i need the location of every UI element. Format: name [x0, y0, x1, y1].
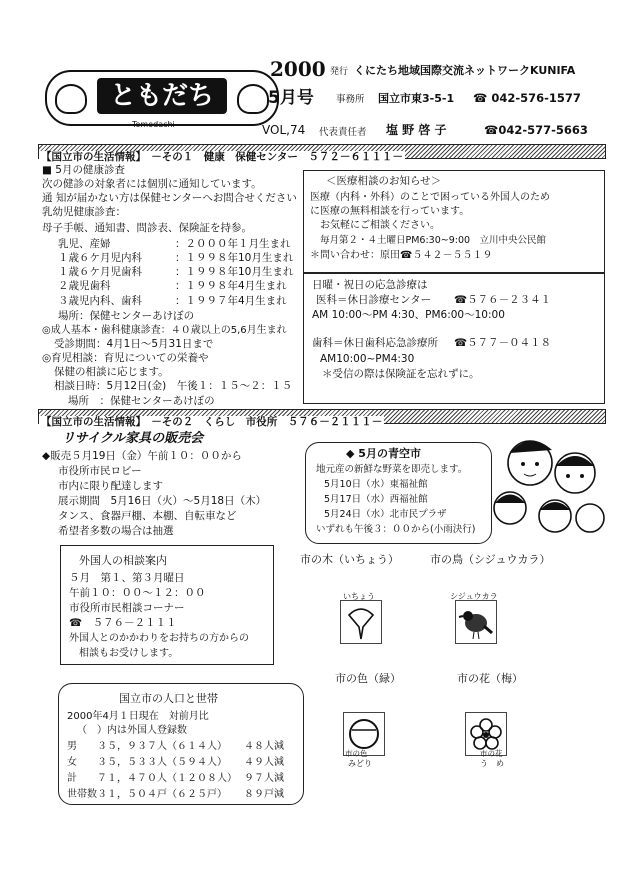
tree-label: 市の木（いちょう）	[300, 553, 399, 566]
market-line: 5月24日（水）北市民プラザ	[324, 509, 447, 520]
medical-notice-line: に医療の無料相談を行っています。	[310, 206, 470, 217]
emergency-title: 日曜・祝日の応急診療は	[312, 279, 428, 291]
checkup-date: ：１９９８年10月生まれ	[175, 266, 294, 278]
bird-icon	[455, 600, 497, 644]
population-as-of: 2000年4月１日現在 対前月比	[67, 711, 209, 722]
medical-notice-line: ＊問い合わせ：原田☎５４２－５５１９	[310, 250, 493, 261]
checkup-date: ：１９９７年4月生まれ	[175, 295, 287, 307]
health-line: 母子手帳、通知書、問診表、保険証を持参。	[42, 222, 252, 234]
emergency-tel-1: ☎５７６－２３４１	[454, 294, 552, 306]
checkup-date: ：２０００年１月生まれ	[175, 238, 291, 250]
emergency-hours-1: AM 10:00～PM 4:30、PM6:00～10:00	[312, 309, 505, 321]
emergency-clinic-2: 歯科＝休日歯科応急診療所	[312, 337, 438, 349]
population-note: （ ）内は外国人登録数	[77, 725, 187, 736]
market-line: 5月17日（水）西福祉館	[324, 494, 428, 505]
market-box	[305, 442, 492, 544]
pop-row-label: 計	[67, 773, 77, 784]
flower-label: 市の花（梅）	[457, 672, 523, 685]
pop-row-change: ８９戸減	[244, 789, 284, 800]
market-title: ◆ 5月の青空市	[346, 447, 421, 460]
medical-notice-title: ＜医療相談のお知らせ＞	[326, 175, 442, 187]
foreigner-line: ５月 第１、第３月曜日	[69, 572, 185, 584]
flower-caption-1: 市の花	[480, 749, 503, 758]
people-illustration	[490, 428, 610, 543]
population-title: 国立市の人口と世帯	[119, 692, 218, 705]
population-box	[58, 683, 304, 805]
checkup-date: ：１９９８年10月生まれ	[175, 252, 294, 264]
checkup-name: １歳６ケ月児歯科	[58, 266, 142, 278]
recycle-line: 展示期間 5月16日（火）～5月18日（木）	[58, 495, 267, 507]
emergency-clinic-1: 医科＝休日診療センター	[316, 294, 432, 306]
foreigner-consult-box	[60, 545, 274, 665]
market-line: いずれも午後３：００から(小雨決行)	[316, 524, 476, 535]
foreigner-line: 相談もお受けします。	[79, 648, 179, 659]
checkup-place: 場所：保健センターあけぼの	[58, 310, 195, 322]
color-caption-1: 市の色	[345, 749, 368, 758]
checkup-name: ３歳児内科、歯科	[58, 295, 142, 307]
child-consult-2: 保健の相談に応じます。	[54, 366, 169, 378]
checkup-name: ２歳児歯科	[58, 280, 111, 292]
pop-row-label: 女	[67, 757, 77, 768]
banner-health: 【国立市の生活情報】 －その１ 健康 保健センター ５７２－６１１１－	[38, 144, 606, 159]
child-place: 場所 ：保健センターあけぼの	[68, 395, 215, 407]
checkup-name: 乳児、産婦	[58, 238, 111, 250]
address: 国立市東3-5-1	[378, 92, 455, 105]
color-caption-2: みどり	[348, 759, 372, 768]
foreigner-line: ☎ ５７６－２１１１	[69, 617, 177, 629]
office-label: 事務所	[336, 94, 365, 105]
recycle-line: 市役所市民ロビー	[58, 465, 142, 477]
rep-label: 代表責任者	[319, 127, 367, 138]
medical-notice-box	[303, 170, 605, 274]
logo-text: ともだち	[97, 78, 227, 114]
flower-caption-2: う め	[480, 759, 504, 768]
emergency-tel-2: ☎５７７－０４１８	[454, 337, 552, 349]
foreigner-line: 外国人とのかかわりをお持ちの方からの	[69, 633, 249, 644]
foreigner-line: 午前１０：００～１２：００	[69, 587, 206, 599]
health-heading: ■ 5月の健康診査	[42, 164, 125, 176]
pop-row-label: 男	[67, 741, 77, 752]
month: 5月号	[268, 88, 314, 108]
market-line: 地元産の新鮮な野菜を即売します。	[316, 464, 468, 475]
rep-tel: ☎042-577-5663	[484, 123, 588, 137]
emergency-note: ＊受信の際は保険証を忘れずに。	[322, 368, 480, 380]
checkup-name: １歳６ケ月児内科	[58, 252, 142, 264]
bird-caption: シジュウカラ	[450, 592, 498, 601]
publisher: くにたち地域国際交流ネットワークKUNIFA	[354, 64, 576, 77]
pop-row-label: 世帯数	[67, 789, 97, 800]
office-tel: ☎ 042-576-1577	[473, 91, 581, 105]
emergency-hours-2: AM10:00~PM4:30	[320, 353, 415, 365]
checkup-date: ：１９９８年4月生まれ	[175, 280, 287, 292]
pop-row-value: ３５，９３７人（６１４人）	[97, 741, 227, 752]
volume: VOL,74	[262, 123, 306, 137]
bird-label: 市の鳥（シジュウカラ）	[430, 553, 551, 566]
publisher-label: 発行	[330, 67, 349, 77]
rep-name: 塩 野 啓 子	[386, 123, 447, 137]
health-line: 次の健診の対象者には個別に通知しています。	[42, 178, 262, 190]
child-date: 相談日時：5月12日(金) 午後１：１５～２：１５	[54, 380, 293, 392]
adult-period: 受診期間：4月1日～5月31日まで	[54, 338, 214, 350]
adult-checkup: ◎成人基本・歯科健康診査：４０歳以上の5,6月生まれ	[42, 325, 287, 336]
pop-row-value: ３１，５０４戸（６２５戸）	[97, 789, 227, 800]
color-label: 市の色（緑）	[335, 672, 401, 685]
ginkgo-icon	[340, 600, 382, 644]
recycle-line: 市内に限り配達します	[58, 480, 163, 492]
recycle-line: タンス、食器戸棚、本棚、自転車など	[58, 510, 237, 522]
child-consult: ◎育児相談：育児についての栄養や	[42, 352, 209, 364]
foreigner-line: 市役所市民相談コーナー	[69, 602, 185, 614]
pop-row-change: ９７人減	[244, 773, 284, 784]
dog-icon-left	[55, 84, 87, 114]
health-line: 乳幼児健康診査：	[42, 206, 126, 218]
emergency-box	[303, 272, 605, 404]
pop-row-change: ４９人減	[244, 757, 284, 768]
medical-notice-line: 医療（内科・外科）のことで困っている外国人のため	[310, 192, 550, 203]
recycle-line: ◆販売５月19日（金）午前１０：００から	[42, 450, 242, 462]
market-line: 5月10日（水）東福祉館	[324, 479, 428, 490]
dog-icon-right	[237, 84, 269, 114]
logo-sub: Tomodachi	[132, 120, 175, 129]
medical-notice-line: 毎月第２・４土曜日PM6:30~9:00 立川中央公民館	[320, 235, 547, 246]
medical-notice-line: お気軽にご相談ください。	[320, 220, 440, 231]
health-line: 通 知が届かない方は保健センターへお問合せください	[42, 192, 297, 204]
pop-row-value: ３５，５３３人（５９４人）	[97, 757, 227, 768]
pop-row-value: ７１，４７０人（１２０８人）	[97, 773, 237, 784]
pop-row-change: ４８人減	[244, 741, 284, 752]
foreigner-title: 外国人の相談案内	[79, 554, 167, 567]
recycle-line: 希望者多数の場合は抽選	[58, 525, 174, 537]
year: 2000	[270, 57, 326, 81]
tree-caption: いちょう	[343, 592, 375, 601]
recycle-title: リサイクル家具の販売会	[62, 431, 204, 446]
banner-living: 【国立市の生活情報】 －その２ くらし 市役所 ５７６－２１１１－	[38, 409, 606, 424]
